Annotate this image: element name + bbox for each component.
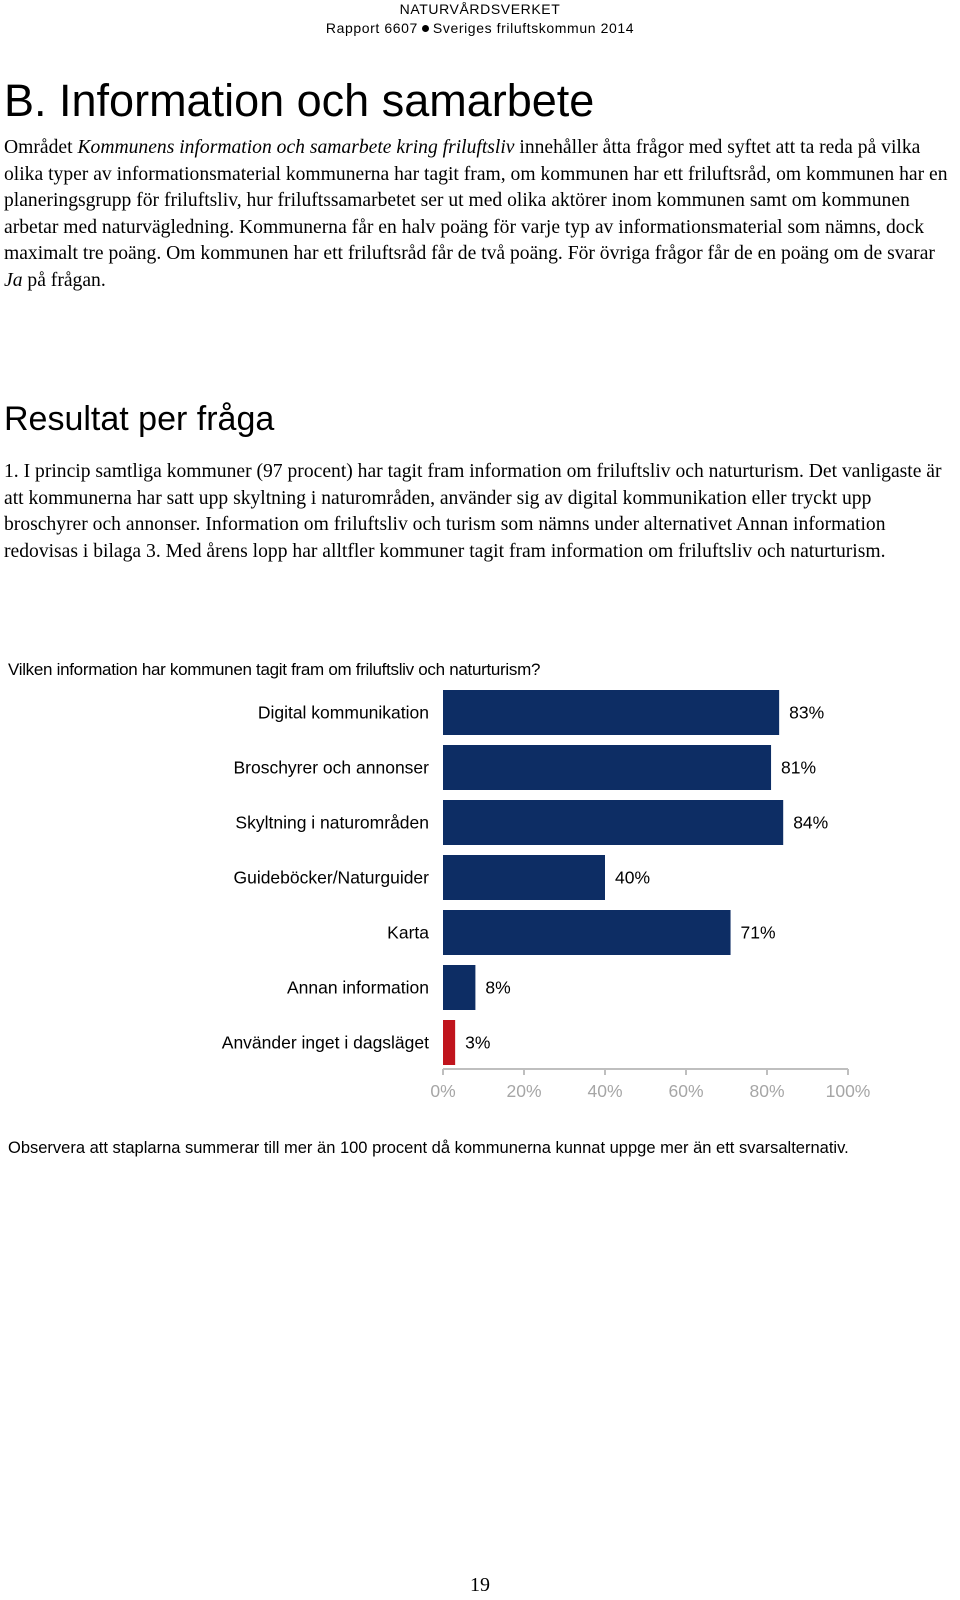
- category-label: Karta: [387, 922, 429, 943]
- bar: [443, 965, 475, 1010]
- category-label: Digital kommunikation: [257, 702, 429, 723]
- category-label: Använder inget i dagsläget: [221, 1032, 429, 1053]
- category-label: Broschyrer och annonser: [233, 757, 429, 778]
- page-header: [0, 0, 960, 38]
- chart-question: Vilken information har kommunen tagit fram om friluftsliv och naturturism?: [8, 660, 541, 679]
- bar: [443, 855, 605, 900]
- bar: [443, 1020, 455, 1065]
- value-label: 8%: [485, 977, 511, 998]
- x-tick-label: 100%: [825, 1081, 871, 1101]
- question1-paragraph: 1. I princip samtliga kommuner (97 procent) har tagit fram information om friluftsliv och naturturism. Det vanligaste är att kommunerna har satt upp skyltning i naturområden, använder sig av digital kommunikation eller tryckt upp broschyrer och annonser. Information om friluftsliv och turism som nämns under alternativet Annan information redovisas i bilaga 3. Med årens lopp har alltfler kommuner tagit fram information om friluftsliv och naturturism.: [4, 461, 942, 562]
- value-label: 84%: [793, 812, 829, 833]
- bar: [443, 910, 731, 955]
- header-org: NATURVÅRDSVERKET: [399, 1, 561, 17]
- x-tick-label: 0%: [430, 1081, 456, 1101]
- x-tick-label: 60%: [668, 1081, 704, 1101]
- page-number: 19: [470, 1574, 490, 1596]
- value-label: 83%: [789, 702, 825, 723]
- value-label: 71%: [740, 922, 776, 943]
- x-tick-label: 40%: [587, 1081, 623, 1101]
- x-tick-label: 20%: [506, 1081, 542, 1101]
- bar: [443, 690, 779, 735]
- category-label: Guideböcker/Naturguider: [233, 867, 429, 888]
- chart-note: Observera att staplarna summerar till mer än 100 procent då kommunerna kunnat uppge mer än ett svarsalternativ.: [8, 1139, 849, 1157]
- results-title: Resultat per fråga: [4, 400, 275, 438]
- bar-chart: [0, 690, 960, 1110]
- intro-text-1: Området: [4, 137, 78, 158]
- category-label: Skyltning i naturområden: [235, 812, 429, 833]
- intro-text-2: innehåller åtta frågor med syftet att ta reda på vilka olika typer av informationsmaterial kommunerna har tagit fram, om kommunen har ett friluftsråd, om kommunen har en planeringsgrupp för friluftsliv, hur friluftssamarbetet ser ut med olika aktörer inom kommunen samt om kommunen arbetar med naturvägledning. Kommunerna får en halv poäng för varje typ av informationsmaterial som nämns, dock maximalt tre poäng. Om kommunen har ett friluftsråd får de två poäng. För övriga frågor får de en poäng om de svarar: [4, 137, 948, 264]
- bar: [443, 800, 783, 845]
- header-report-line: [0, 19, 960, 38]
- section-title: B. Information och samarbete: [4, 75, 595, 126]
- x-tick-label: 80%: [749, 1081, 785, 1101]
- bar: [443, 745, 771, 790]
- intro-paragraph: [4, 135, 954, 294]
- bullet-icon: [422, 25, 429, 32]
- intro-text-3: på frågan.: [22, 269, 106, 291]
- header-series: Sveriges friluftskommun 2014: [432, 20, 635, 36]
- header-report: Rapport 6607: [325, 20, 418, 36]
- value-label: 3%: [465, 1032, 491, 1053]
- value-label: 81%: [781, 757, 817, 778]
- category-label: Annan information: [286, 977, 429, 998]
- intro-italic-2: Ja: [4, 269, 23, 291]
- value-label: 40%: [615, 867, 651, 888]
- intro-italic-1: Kommunens information och samarbete kring friluftsliv: [77, 137, 515, 158]
